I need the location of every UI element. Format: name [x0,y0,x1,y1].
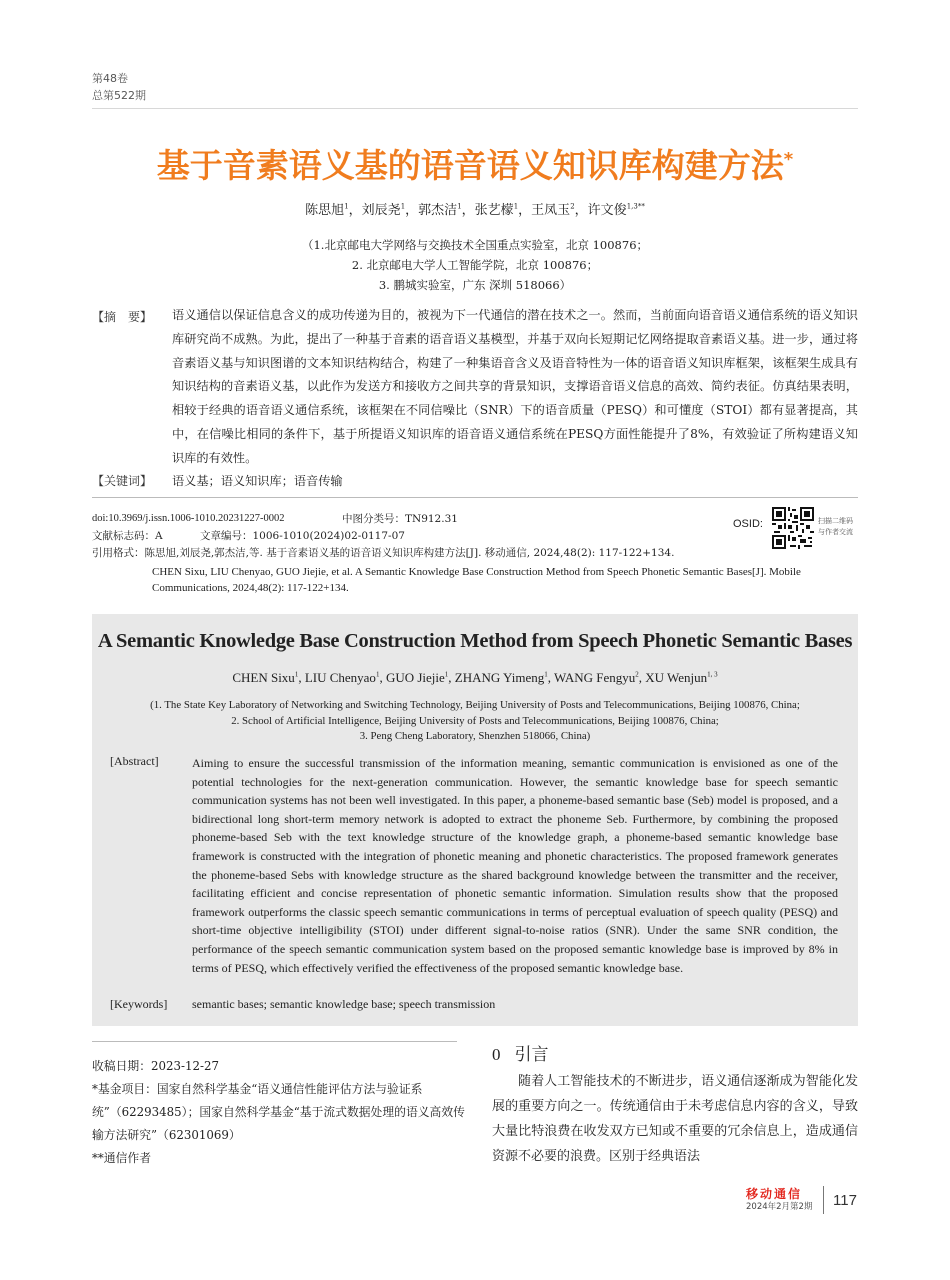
author-affiliation-mark: 1 [513,202,519,211]
author-affiliation-mark: 2 [570,202,575,211]
doi-text[interactable]: doi:10.3969/j.issn.1006-1010.20231227-0002 [92,513,285,524]
author-name: ZHANG Yimeng [454,670,545,685]
authors-en: CHEN Sixu$^1$, LIU Chenyao$^1$, GUO Jiejie$^1$, ZHANG Yimeng$^1$, WANG Fengyu$^2$, XU Wenjun$^{1, 3}$ [232,670,718,685]
journal-logo: 移动通信 [746,1187,803,1201]
author-affiliation-mark: 1 [457,202,462,211]
footnotes [92,1055,467,1170]
title-cn [60,140,890,187]
author-name: GUO Jiejie [385,670,445,685]
affiliation-cn-2: 2. 北京邮电大学人工智能学院，北京 100876； [351,258,599,272]
author-name: 许文俊 [587,203,627,218]
author-affiliation-mark: 2 [635,670,639,679]
author-name: 郭杰洁 [418,203,458,218]
journal-date: 2024年2月第2期 [746,1202,813,1212]
affiliation-en-3: 3. Peng Cheng Laboratory, Shenzhen 518066, China) [359,730,591,742]
keywords-en-text: semantic bases; semantic knowledge base; speech transmission [192,997,496,1011]
title-cn-text: 基于音素语义基的语音语义知识库构建方法 [156,146,784,185]
affiliation-en-2: 2. School of Artificial Intelligence, Beijing University of Posts and Telecommunications, Beijing 100876, China; [231,714,719,727]
author-name: 张艺檬 [474,203,514,218]
issue-info [92,70,146,104]
keywords-cn-text: 语义基；语义知识库；语音传输 [172,474,343,488]
volume-label: 第48卷 [92,72,128,85]
author-affiliation-mark: 1 [375,670,380,679]
affiliations-en [92,698,858,745]
affiliation-en-1: (1. The State Key Laboratory of Networking and Switching Technology, Beijing University of Posts and Telecommunications, Beijing 100876, China; [150,699,800,711]
section-body-text: 随着人工智能技术的不断进步，语义通信逐渐成为智能化发展的重要方向之一。传统通信由于未考虑信息内容的含义，导致大量比特浪费在收发双方已知或不重要的冗余信息上，造成通信资源不必要的浪费。区别于经典语法 [492,1074,858,1164]
author-name: WANG Fengyu [554,670,636,685]
header-divider [92,108,858,109]
author-affiliation-mark: 1 [544,670,548,679]
qr-code-icon[interactable] [772,507,814,549]
issue-total-label: 总第522期 [92,89,146,102]
citation-cn: 引用格式：陈思旭,刘辰尧,郭杰洁,等. 基于音素语义基的语音语义知识库构建方法[J]. 移动通信, 2024,48(2): 117-122+134. [92,547,675,559]
footnote-corresponding: **通信作者 [92,1151,151,1165]
author-name: LIU Chenyao [304,670,376,685]
section-title: 引言 [514,1045,549,1065]
author-name: 陈思旭 [305,203,345,218]
author-affiliation-mark: 1 [294,670,299,679]
abstract-cn-label: 【摘 要】 [92,310,153,324]
qr-caption-line-2: 与作者交流 [818,528,853,536]
page-number: 117 [833,1192,857,1209]
keywords-cn-label: 【关键词】 [92,474,153,488]
authors-cn: 陈思旭$^1$，刘辰尧$^1$，郭杰洁$^1$，张艺檬$^1$，王凤玉$^2$，许文俊$^{1,3**}$ [305,202,645,218]
author-name: 刘辰尧 [361,203,401,218]
abstract-cn-text: 语义通信以保证信息含义的成功传递为目的，被视为下一代通信的潜在技术之一。然而，当前面向语音语义通信系统的语义知识库研究尚不成熟。为此，提出了一种基于音素的语音语义基模型，并基于双向长短期记忆网络提取音素语义基。进一步，通过将音素语义基与知识图谱的文本知识结构结合，构建了一种集语音含义及语音特性为一体的语音语义知识库框架，该框架生成具有知识结构的音素语义基，以此作为发送方和接收方之间共享的背景知识，支撑语音语义信息的高效、简约表征。仿真结果表明，相较于经典的语音语义通信系统，该框架在不同信噪比（SNR）下的语音质量（PESQ）和可懂度（STOI）都有显著提高，其中，在信噪比相同的条件下，基于所提语义知识库的语音语义通信系统在PESQ方面性能提升了8%，有效验证了所构建语义知识库的有效性。 [172,308,858,465]
author-name: 王凤玉 [531,203,571,218]
keywords-en-label: [Keywords] [110,997,168,1011]
author-name: CHEN Sixu [232,670,295,685]
author-affiliation-mark: 1,3** [626,202,645,211]
author-affiliation-mark: 1 [444,670,449,679]
footnote-received: 收稿日期：2023-12-27 [92,1059,220,1073]
meta-divider [92,497,858,498]
affiliations-cn [0,235,950,295]
article-no-text: 文章编号：1006-1010(2024)02-0117-07 [200,530,405,542]
title-cn-mark: * [783,149,794,170]
footnote-funding: *基金项目：国家自然科学基金“语义通信性能评估方法与验证系统”（62293485）；国家自然科学基金“基于流式数据处理的语义高效传输方法研究”（62301069） [92,1082,465,1142]
author-affiliation-mark: 1 [400,202,406,211]
affiliation-cn-1: （1.北京邮电大学网络与交换技术全国重点实验室，北京 100876； [301,238,649,252]
abstract-en-text: Aiming to ensure the successful transmission of the information meaning, semantic communication is envisioned as one of the potential technologies for the next-generation communication. However, the semantic knowledge base for speech semantic communication systems has not been well investigated. In this paper, a phoneme-based semantic base (Seb) model is proposed, and a bidirectional long short-term memory network is adopted to extract the phoneme Seb. Furthermore, by combining the proposed phoneme-based Seb with the text knowledge structure of the knowledge graph, a phoneme-based semantic knowledge base framework is constructed with the integration of phonetic meaning and phonetic characteristics. The proposed framework generates the phoneme-based Sebs with knowledge structure as the shared background knowledge between the transmitter and the receiver, facilitating efficient and concise representation of phonetic semantic information. Simulation results show that the proposed framework outperforms the classic speech semantic communications in terms of perceptual evaluation of speech quality (PESQ) and short-time objective intelligibility (STOI) under different signal-to-noise ratios (SNR). Under the same SNR condition, the performance of the speech semantic communication system based on the proposed semantic knowledge base is improved by 8% in terms of PESQ, which effectively verified the effectiveness of the proposed semantic knowledge base. [192,756,838,975]
affiliation-cn-3: 3. 鹏城实验室，广东 深圳 518066） [378,278,572,292]
qr-caption [818,516,853,538]
title-en: A Semantic Knowledge Base Construction Method from Speech Phonetic Semantic Bases [97,630,853,652]
clc-text: 中图分类号：TN912.31 [342,513,458,525]
author-affiliation-mark: 1 [344,202,349,211]
citation-en: CHEN Sixu, LIU Chenyao, GUO Jiejie, et al. A Semantic Knowledge Base Construction Method from Speech Phonetic Semantic Bases[J]. Mobile Communications, 2024,48(2): 117-122+134. [152,566,801,594]
section-number: 0 [492,1045,501,1064]
author-name: XU Wenjun [645,670,708,685]
footnote-divider [92,1041,457,1042]
section-heading [492,1040,549,1065]
doc-code-text: 文献标志码：A [92,530,163,542]
footer-divider [823,1186,824,1214]
abstract-en-label: [Abstract] [110,754,159,768]
osid-label: OSID: [733,518,763,530]
qr-caption-line-1: 扫描二维码 [818,517,853,525]
author-affiliation-mark: 1, 3 [707,670,718,679]
